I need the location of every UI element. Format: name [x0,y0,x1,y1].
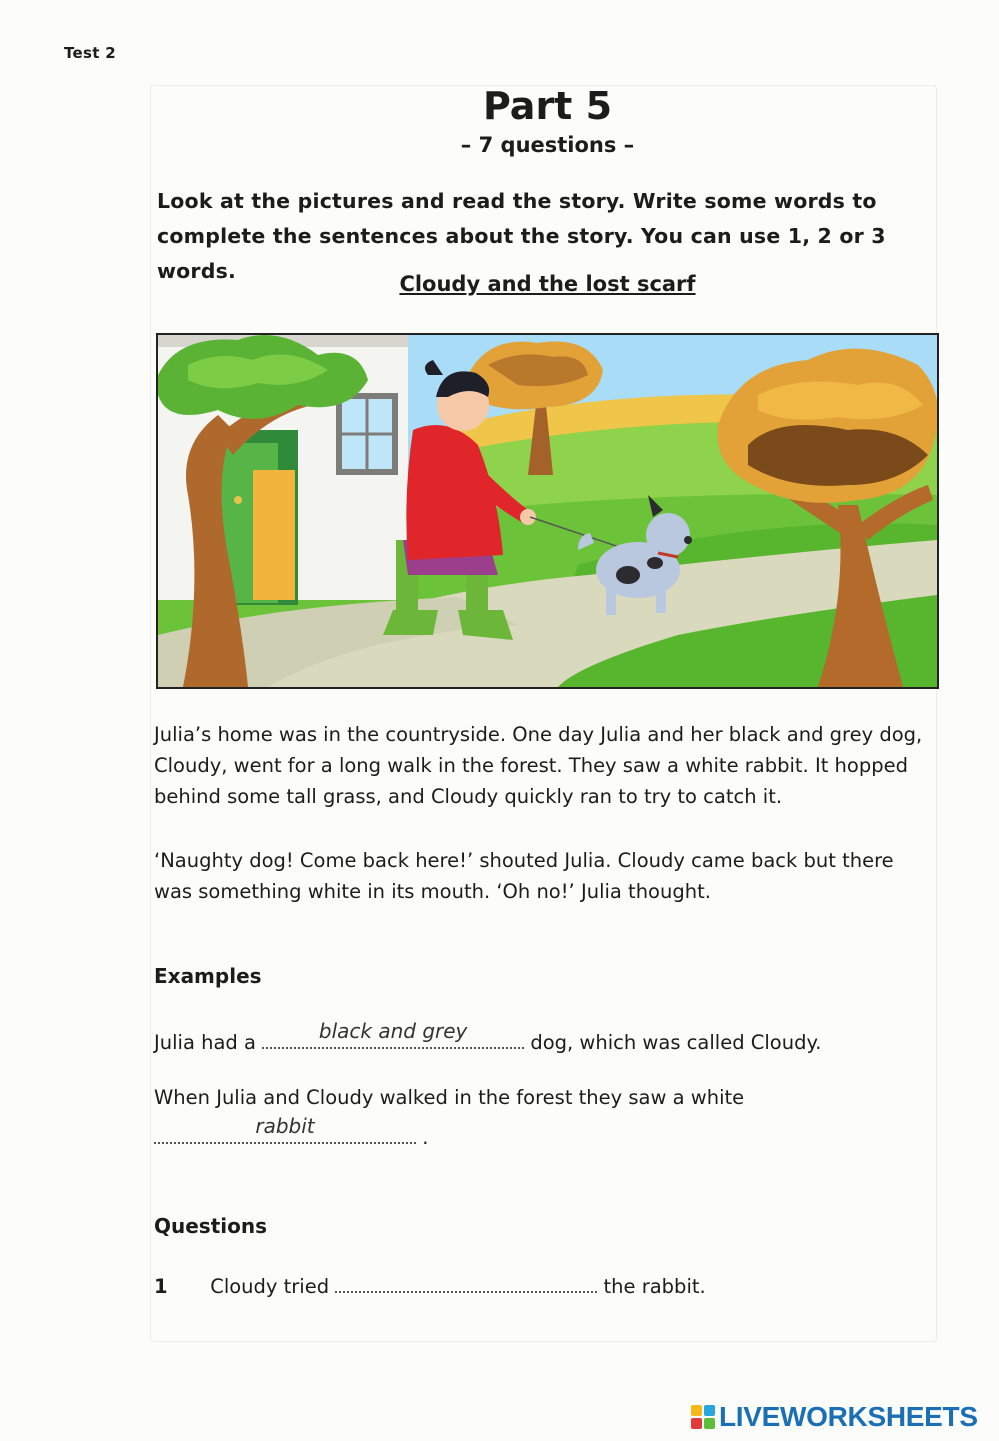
story-illustration [156,333,939,689]
example-2 [154,1086,744,1109]
examples-heading: Examples [154,964,262,988]
questions-heading: Questions [154,1214,268,1238]
example-1 [154,1019,822,1054]
liveworksheets-logo [690,1400,978,1434]
girl-walking-dog-picture [158,335,937,687]
example-1-answer-line [262,1019,524,1049]
example-2-answer: rabbit [255,1114,315,1138]
example-2-before: When Julia and Cloudy walked in the forest they saw a white [154,1086,745,1109]
example-1-before: Julia had a [154,1031,256,1054]
example-2-answer-row [154,1114,429,1149]
question-1-after: the rabbit. [603,1275,706,1298]
story-text: Julia’s home was in the countryside. One day Julia and her black and grey dog, Cloudy, went for a long walk in the forest. They saw a white rabbit. It hopped behind some tall grass, and Cloudy quickly ran to try to catch it. [154,723,923,808]
example-1-answer: black and grey [318,1019,468,1043]
brand-name: LIVEWORKSHEETS [719,1401,978,1432]
story-paragraph-1 [154,719,934,812]
example-2-after: . [422,1126,429,1149]
question-1-before: Cloudy tried [210,1275,330,1298]
test-label: Test 2 [64,44,116,62]
example-1-after: dog, which was called Cloudy. [530,1031,822,1054]
part-title: Part 5 [482,84,613,128]
question-1-number: 1 [154,1275,168,1298]
story-paragraph-2 [154,845,934,907]
story-title: Cloudy and the lost scarf [399,272,696,296]
example-2-answer-line [154,1114,416,1144]
story-text: ‘Naughty dog! Come back here!’ shouted Julia. Cloudy came back but there was something white in its mouth. ‘Oh no!’ Julia thought. [154,849,894,903]
liveworksheets-icon [690,1404,716,1430]
question-1 [154,1271,706,1298]
question-count: – 7 questions – [460,133,635,157]
instructions: Look at the pictures and read the story. Write some words to complete the sentences about the story. You can use 1, 2 or 3 words. [157,189,886,283]
question-1-answer-field[interactable] [335,1271,597,1293]
